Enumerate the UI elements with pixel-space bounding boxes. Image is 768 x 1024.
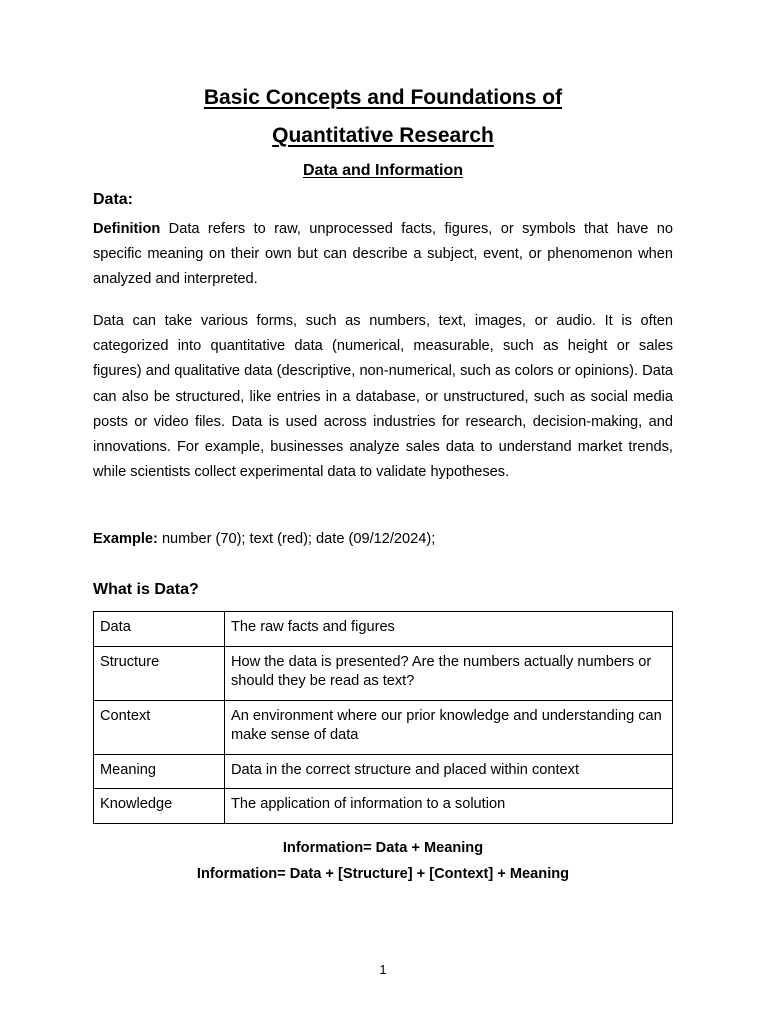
- table-cell-description: Data in the correct structure and placed within context: [225, 754, 673, 789]
- information-formula-simple: Information= Data + Meaning: [282, 840, 484, 856]
- table-cell-term: Knowledge: [94, 789, 225, 824]
- table-row: [94, 646, 673, 700]
- table-cell-description: How the data is presented? Are the numbers actually numbers or should they be read as text?: [225, 646, 673, 700]
- information-formula-full: Information= Data + [Structure] + [Context] + Meaning: [196, 866, 570, 882]
- definition-label: Definition: [93, 221, 161, 237]
- document-title-line-1: Basic Concepts and Foundations of: [203, 86, 563, 109]
- data-heading: Data:: [93, 191, 134, 208]
- page-number: 1: [379, 962, 387, 977]
- table-cell-term: Context: [94, 700, 225, 754]
- data-concepts-table: [93, 611, 673, 824]
- table-cell-term: Meaning: [94, 754, 225, 789]
- table-row: [94, 612, 673, 647]
- example-paragraph: [93, 527, 673, 552]
- table-cell-term: Structure: [94, 646, 225, 700]
- what-is-data-heading: What is Data?: [93, 581, 199, 598]
- table-cell-term: Data: [94, 612, 225, 647]
- table-cell-description: The application of information to a solution: [225, 789, 673, 824]
- table-row: [94, 700, 673, 754]
- data-forms-paragraph: Data can take various forms, such as numbers, text, images, or audio. It is often categorized into quantitative data (numerical, measurable, such as height or sales figures) and qualitative data (descriptive, non-numerical, such as colors or opinions). Data can also be structured, like entries in a database, or unstructured, such as social media posts or video files. Data is used across industries for research, decision-making, and innovations. For example, businesses analyze sales data to understand market trends, while scientists collect experimental data to validate hypotheses.: [93, 313, 673, 481]
- example-label: Example:: [93, 531, 158, 547]
- example-text: number (70); text (red); date (09/12/2024);: [157, 531, 436, 547]
- table-row: [94, 789, 673, 824]
- section-subtitle: Data and Information: [302, 162, 463, 179]
- definition-paragraph: [93, 217, 673, 293]
- document-title-line-2: Quantitative Research: [272, 124, 494, 147]
- table-cell-description: An environment where our prior knowledge and understanding can make sense of data: [225, 700, 673, 754]
- table-cell-description: The raw facts and figures: [225, 612, 673, 647]
- table-row: [94, 754, 673, 789]
- definition-text: Data refers to raw, unprocessed facts, figures, or symbols that have no specific meaning on their own but can describe a subject, event, or phenomenon when analyzed and interpreted.: [93, 221, 673, 288]
